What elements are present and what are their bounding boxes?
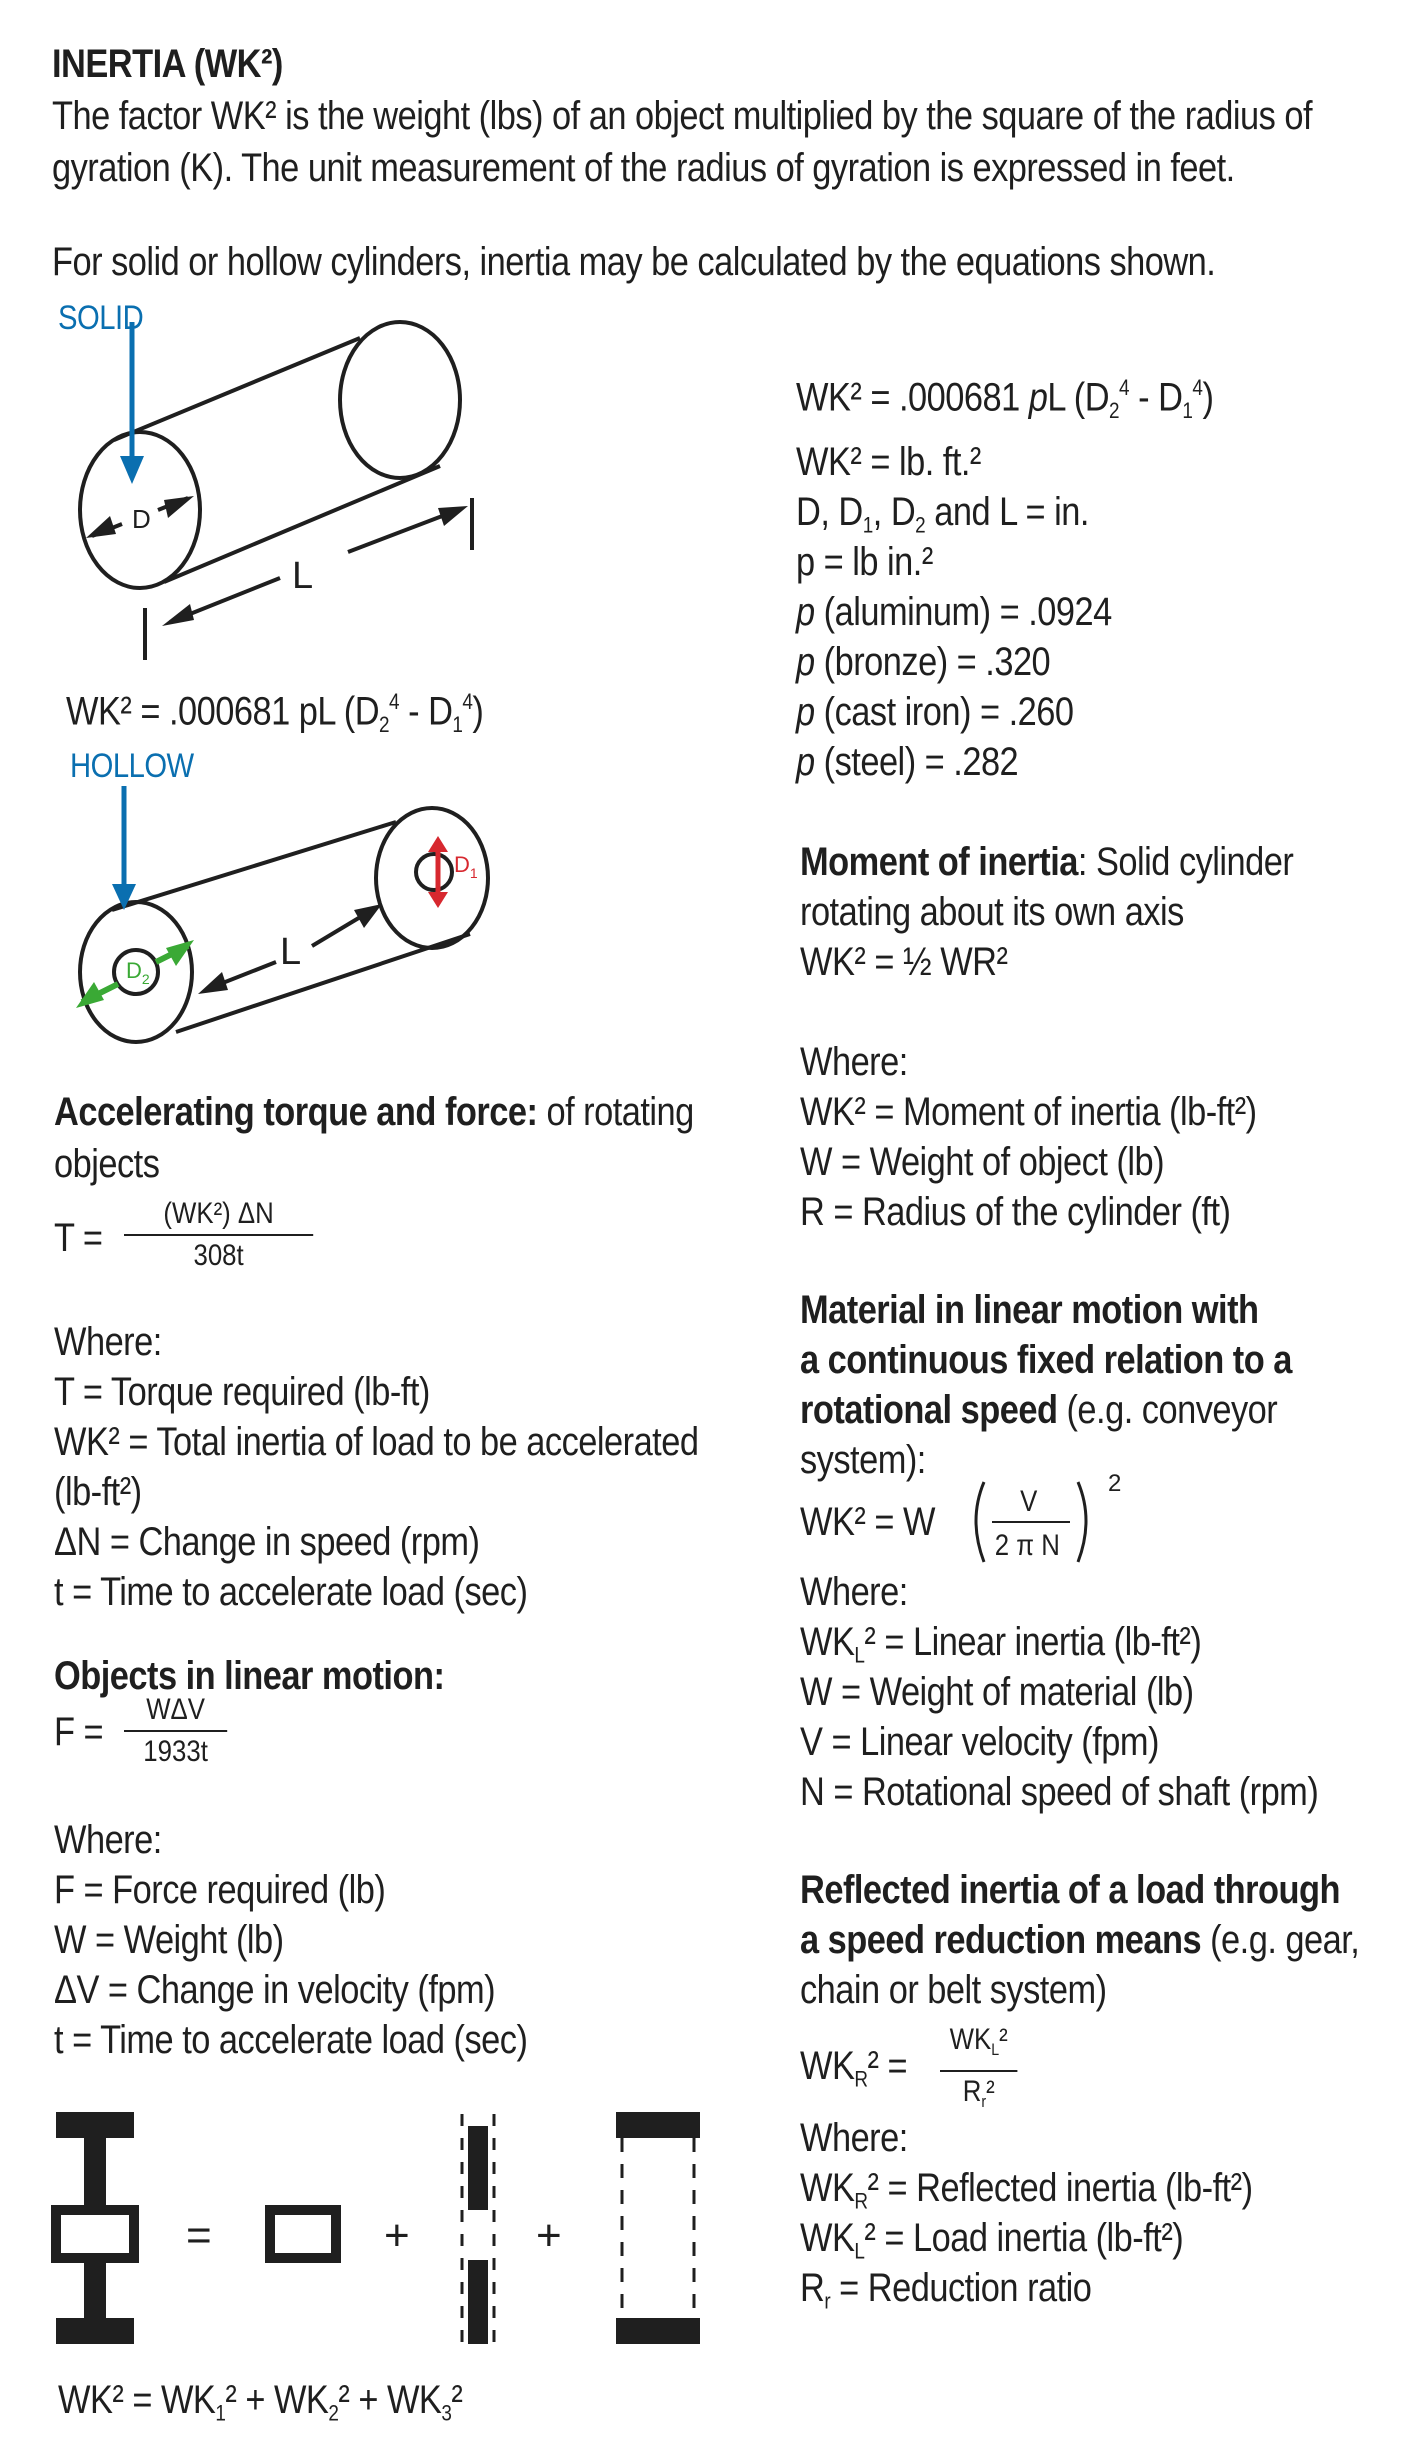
density-cast-iron: p (cast iron) = .260	[796, 690, 1074, 734]
d1-label: $D_1$	[454, 852, 478, 881]
solid-d-label: D	[132, 504, 151, 534]
reflected-lhs: $WK_R^2$ =	[800, 2044, 908, 2092]
material-heading-2: a continuous fixed relation to a	[800, 1338, 1292, 1382]
material-heading-1: Material in linear motion with	[800, 1288, 1259, 1332]
plus-sign-2: +	[536, 2211, 562, 2260]
hollow-formula: WK² = .000681 pL $(D_2^4 - D_1^4)$	[796, 375, 1214, 424]
torque-def-1: WK² = Total inertia of load to be accelerated	[54, 1420, 699, 1464]
linear-lhs: F =	[54, 1710, 104, 1754]
hollow-cylinder-diagram	[60, 786, 520, 1076]
material-fraction-den: 2 π N	[994, 1529, 1060, 1562]
reflected-def-1: $WK_L^2$ = Load inertia (lb-ft²)	[800, 2216, 1184, 2264]
moment-formula: WK² = ½ WR²	[800, 940, 1008, 984]
density-aluminum: p (aluminum) = .0924	[796, 590, 1112, 634]
reflected-fraction: $WK_L^2$ $R_r^2$	[940, 2022, 1017, 2120]
intro-paragraph: The factor WK² is the weight (lbs) of an object multiplied by the square of the radius of gyration (K). The unit measurement of the radius of gyration is expressed in feet.	[52, 94, 1313, 190]
material-lhs: WK² = W	[800, 1500, 935, 1544]
hollow-label: HOLLOW	[70, 747, 194, 785]
page-title: INERTIA (WK²)	[52, 42, 283, 86]
reflected-def-2: $R_r$ = Reduction ratio	[800, 2266, 1092, 2314]
torque-lhs: T =	[54, 1216, 103, 1260]
equals-sign: =	[186, 2211, 212, 2260]
material-heading-3: rotational speed (e.g. conveyor	[800, 1388, 1278, 1432]
material-heading-4: system):	[800, 1438, 926, 1482]
linear-def-2: ΔV = Change in velocity (fpm)	[54, 1968, 496, 2012]
linear-def-1: W = Weight (lb)	[54, 1918, 284, 1962]
solid-label: SOLID	[58, 299, 144, 337]
reflected-def-0: $WK_R^2$ = Reflected inertia (lb-ft²)	[800, 2166, 1253, 2214]
solid-l-label: L	[292, 555, 314, 597]
material-def-3: N = Rotational speed of shaft (rpm)	[800, 1770, 1319, 1814]
units-wk2: WK² = lb. ft.²	[796, 440, 981, 484]
moment-where: Where:	[800, 1040, 908, 1084]
linear-def-0: F = Force required (lb)	[54, 1868, 386, 1912]
moment-heading-cont: rotating about its own axis	[800, 890, 1184, 934]
solid-formula: WK² = .000681 pL $(D_2^4 - D_1^4)$	[66, 689, 484, 738]
torque-def-4: t = Time to accelerate load (sec)	[54, 1570, 528, 1614]
composite-formula: $WK^2 = WK_1^2 + WK_2^2 + WK_3^2$	[58, 2378, 463, 2426]
units-p: p = lb in.²	[796, 540, 933, 584]
reflected-heading-2: a speed reduction means (e.g. gear,	[800, 1918, 1360, 1962]
reflected-heading-3: chain or belt system)	[800, 1968, 1107, 2012]
torque-def-0: T = Torque required (lb-ft)	[54, 1370, 430, 1414]
torque-def-2: (lb-ft²)	[54, 1470, 142, 1514]
composite-inertia-diagram	[50, 2100, 710, 2350]
intro-note: For solid or hollow cylinders, inertia may be calculated by the equations shown.	[52, 240, 1216, 284]
reflected-where: Where:	[800, 2116, 908, 2160]
plus-sign-1: +	[384, 2211, 410, 2260]
torque-heading-cont: objects	[54, 1142, 160, 1186]
moment-def-2: R = Radius of the cylinder (ft)	[800, 1190, 1231, 1234]
material-fraction-num: V	[1020, 1485, 1038, 1518]
material-def-1: W = Weight of material (lb)	[800, 1670, 1194, 1714]
density-bronze: p (bronze) = .320	[796, 640, 1051, 684]
linear-where: Where:	[54, 1818, 162, 1862]
torque-heading: Accelerating torque and force: of rotating	[54, 1090, 694, 1134]
moment-heading: Moment of inertia: Solid cylinder	[800, 840, 1294, 884]
moment-def-1: W = Weight of object (lb)	[800, 1140, 1165, 1184]
moment-def-0: WK² = Moment of inertia (lb-ft²)	[800, 1090, 1257, 1134]
hollow-l-label: L	[280, 931, 302, 973]
density-steel: p (steel) = .282	[796, 740, 1019, 784]
material-def-0: $WK_L^2$ = Linear inertia (lb-ft²)	[800, 1620, 1202, 1668]
torque-def-3: ΔN = Change in speed (rpm)	[54, 1520, 480, 1564]
solid-cylinder-diagram	[40, 300, 500, 670]
units-d: D, $D_1$, $D_2$ and L = in.	[796, 490, 1089, 538]
material-exponent: 2	[1108, 1470, 1122, 1497]
linear-fraction: WΔV 1933t	[124, 1692, 227, 1770]
material-where: Where:	[800, 1570, 908, 1614]
d2-label: $D_2$	[126, 958, 150, 987]
material-def-2: V = Linear velocity (fpm)	[800, 1720, 1159, 1764]
torque-where: Where:	[54, 1320, 162, 1364]
torque-fraction: (WK²) ΔN 308t	[124, 1196, 313, 1274]
linear-def-3: t = Time to accelerate load (sec)	[54, 2018, 528, 2062]
reflected-heading-1: Reflected inertia of a load through	[800, 1868, 1341, 1912]
linear-heading: Objects in linear motion:	[54, 1654, 445, 1698]
